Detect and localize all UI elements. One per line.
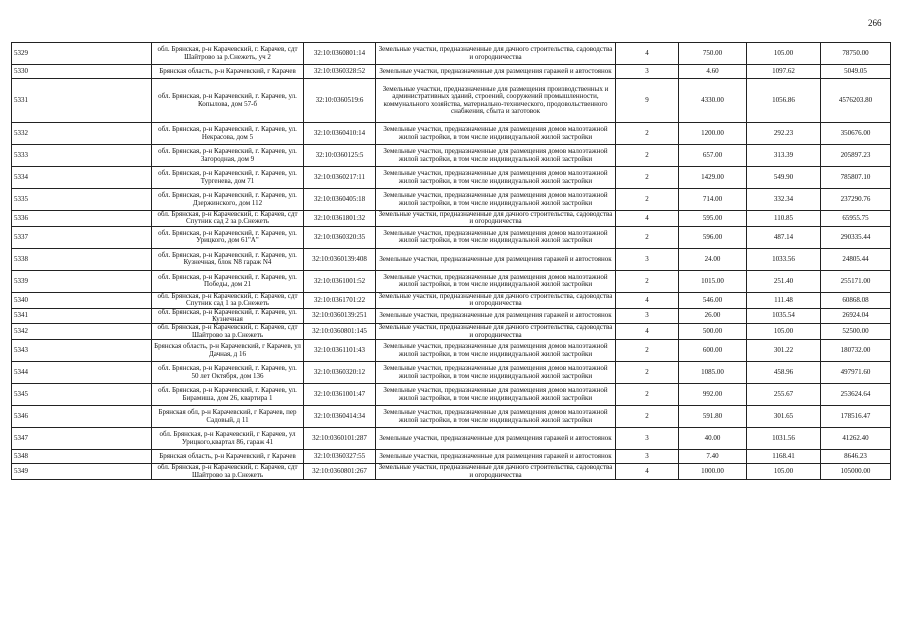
cadastral-number-cell: 32:10:0360139:408 <box>304 248 376 270</box>
table-row <box>12 43 891 65</box>
area-cell: 591.80 <box>679 406 747 428</box>
record-number: 5345 <box>12 384 152 406</box>
specific-value-cell: 487.14 <box>747 226 821 248</box>
table-row <box>12 464 891 480</box>
land-use-cell: Земельные участки, предназначенные для размещения гаражей и автостоянок <box>376 308 616 324</box>
record-number: 5332 <box>12 123 152 145</box>
cadastral-number-cell: 32:10:0360125:5 <box>304 145 376 167</box>
area-cell: 600.00 <box>679 340 747 362</box>
cadastral-number-cell: 32:10:0360414:34 <box>304 406 376 428</box>
area-cell: 24.00 <box>679 248 747 270</box>
land-use-cell: Земельные участки, предназначенные для размещения гаражей и автостоянок <box>376 248 616 270</box>
table-row <box>12 384 891 406</box>
address-cell: обл. Брянская, р-н Карачевский, г. Карачев, ул. Бирамиша, дом 26, квартира 1 <box>152 384 304 406</box>
area-cell: 1429.00 <box>679 167 747 189</box>
specific-value-cell: 549.90 <box>747 167 821 189</box>
category-cell: 4 <box>616 43 679 65</box>
area-cell: 546.00 <box>679 292 747 308</box>
record-number: 5331 <box>12 79 152 123</box>
table-row <box>12 79 891 123</box>
land-use-cell: Земельные участки, предназначенные для размещения домов малоэтажной жилой застройки, в том числе индивидуальной жилой застройки <box>376 123 616 145</box>
land-use-cell: Земельные участки, предназначенные для размещения производственных и административных зданий, строений, сооружений промышленности, коммунального хозяйства, материально-технического, продовольственного снабжения, сбыта и заготовок <box>376 79 616 123</box>
cadastral-value-cell: 255171.00 <box>821 270 891 292</box>
record-number: 5337 <box>12 226 152 248</box>
land-use-cell: Земельные участки, предназначенные для дачного строительства, садоводства и огородничества <box>376 43 616 65</box>
record-number: 5348 <box>12 450 152 464</box>
cadastral-value-cell: 65955.75 <box>821 211 891 227</box>
cadastral-number-cell: 32:10:0360320:12 <box>304 362 376 384</box>
cadastral-value-cell: 350676.00 <box>821 123 891 145</box>
cadastral-number-cell: 32:10:0360801:267 <box>304 464 376 480</box>
category-cell: 2 <box>616 189 679 211</box>
specific-value-cell: 111.48 <box>747 292 821 308</box>
cadastral-number-cell: 32:10:0360519:6 <box>304 79 376 123</box>
land-use-cell: Земельные участки, предназначенные для размещения домов малоэтажной жилой застройки, в том числе индивидуальной жилой застройки <box>376 362 616 384</box>
category-cell: 2 <box>616 362 679 384</box>
land-use-cell: Земельные участки, предназначенные для размещения домов малоэтажной жилой застройки, в том числе индивидуальной жилой застройки <box>376 406 616 428</box>
address-cell: обл. Брянская, р-н Карачевский, г Карачев, ул Урицкого,квартал 86, гараж 41 <box>152 428 304 450</box>
category-cell: 4 <box>616 464 679 480</box>
cadastral-value-cell: 24805.44 <box>821 248 891 270</box>
record-number: 5336 <box>12 211 152 227</box>
specific-value-cell: 301.65 <box>747 406 821 428</box>
record-number: 5333 <box>12 145 152 167</box>
record-number: 5330 <box>12 65 152 79</box>
record-number: 5338 <box>12 248 152 270</box>
land-use-cell: Земельные участки, предназначенные для размещения домов малоэтажной жилой застройки, в том числе индивидуальной жилой застройки <box>376 226 616 248</box>
record-number: 5344 <box>12 362 152 384</box>
address-cell: обл. Брянская, р-н Карачевский, г. Карачев, ул. Некрасова, дом 5 <box>152 123 304 145</box>
category-cell: 3 <box>616 308 679 324</box>
record-number: 5347 <box>12 428 152 450</box>
cadastral-value-cell: 41262.40 <box>821 428 891 450</box>
address-cell: обл. Брянская, р-н Карачевский, г. Карачев, ул. Победы, дом 21 <box>152 270 304 292</box>
address-cell: Брянская область, р-н Карачевский, г Карачев, ул Дачная, д 16 <box>152 340 304 362</box>
address-cell: обл. Брянская, р-н Карачевский, г. Карачев, ул. Дзержинского, дом 112 <box>152 189 304 211</box>
table-row <box>12 450 891 464</box>
category-cell: 4 <box>616 292 679 308</box>
cadastral-value-cell: 497971.60 <box>821 362 891 384</box>
cadastral-value-cell: 60868.08 <box>821 292 891 308</box>
table-row <box>12 189 891 211</box>
record-number: 5340 <box>12 292 152 308</box>
area-cell: 4.60 <box>679 65 747 79</box>
table-row <box>12 123 891 145</box>
area-cell: 500.00 <box>679 324 747 340</box>
table-row <box>12 406 891 428</box>
area-cell: 595.00 <box>679 211 747 227</box>
cadastral-number-cell: 32:10:0361001:52 <box>304 270 376 292</box>
land-use-cell: Земельные участки, предназначенные для размещения домов малоэтажной жилой застройки, в том числе индивидуальной жилой застройки <box>376 270 616 292</box>
specific-value-cell: 110.85 <box>747 211 821 227</box>
cadastral-value-cell: 105000.00 <box>821 464 891 480</box>
category-cell: 4 <box>616 211 679 227</box>
category-cell: 3 <box>616 65 679 79</box>
area-cell: 992.00 <box>679 384 747 406</box>
record-number: 5342 <box>12 324 152 340</box>
address-cell: обл. Брянская, р-н Карачевский, г. Карачев, сдт Спутник сад 2 за р.Снежеть <box>152 211 304 227</box>
cadastral-value-cell: 5049.05 <box>821 65 891 79</box>
record-number: 5339 <box>12 270 152 292</box>
cadastral-value-cell: 237290.76 <box>821 189 891 211</box>
table-row <box>12 226 891 248</box>
specific-value-cell: 1097.62 <box>747 65 821 79</box>
specific-value-cell: 332.34 <box>747 189 821 211</box>
land-use-cell: Земельные участки, предназначенные для дачного строительства, садоводства и огородничества <box>376 211 616 227</box>
address-cell: обл. Брянская, р-н Карачевский, г. Карачев, ул. Кузнечная, блок N8 гараж N4 <box>152 248 304 270</box>
address-cell: обл. Брянская, р-н Карачевский, г. Карачев, ул. Загородная, дом 9 <box>152 145 304 167</box>
address-cell: обл. Брянская, р-н Карачевский, г. Карачев, ул. Тургенева, дом 71 <box>152 167 304 189</box>
table-row <box>12 65 891 79</box>
area-cell: 1200.00 <box>679 123 747 145</box>
table-row <box>12 362 891 384</box>
table-row <box>12 340 891 362</box>
specific-value-cell: 105.00 <box>747 464 821 480</box>
land-use-cell: Земельные участки, предназначенные для размещения домов малоэтажной жилой застройки, в том числе индивидуальной жилой застройки <box>376 340 616 362</box>
cadastral-value-cell: 205897.23 <box>821 145 891 167</box>
land-use-cell: Земельные участки, предназначенные для дачного строительства, садоводства и огородничества <box>376 324 616 340</box>
category-cell: 2 <box>616 384 679 406</box>
land-use-cell: Земельные участки, предназначенные для размещения гаражей и автостоянок <box>376 428 616 450</box>
cadastral-value-cell: 785807.10 <box>821 167 891 189</box>
area-cell: 714.00 <box>679 189 747 211</box>
category-cell: 9 <box>616 79 679 123</box>
address-cell: Брянская область, р-н Карачевский, г Карачев <box>152 65 304 79</box>
address-cell: обл. Брянская, р-н Карачевский, г. Карачев, сдт Спутник сад 1 за р.Снежеть <box>152 292 304 308</box>
cadastral-number-cell: 32:10:0360328:52 <box>304 65 376 79</box>
area-cell: 750.00 <box>679 43 747 65</box>
area-cell: 1015.00 <box>679 270 747 292</box>
cadastral-number-cell: 32:10:0360217:11 <box>304 167 376 189</box>
area-cell: 1000.00 <box>679 464 747 480</box>
land-use-cell: Земельные участки, предназначенные для размещения домов малоэтажной жилой застройки, в том числе индивидуальной жилой застройки <box>376 145 616 167</box>
specific-value-cell: 251.40 <box>747 270 821 292</box>
record-number: 5346 <box>12 406 152 428</box>
land-use-cell: Земельные участки, предназначенные для размещения домов малоэтажной жилой застройки, в том числе индивидуальной жилой застройки <box>376 384 616 406</box>
specific-value-cell: 1168.41 <box>747 450 821 464</box>
record-number: 5329 <box>12 43 152 65</box>
table-row <box>12 270 891 292</box>
category-cell: 2 <box>616 270 679 292</box>
page-number: 266 <box>868 18 882 28</box>
category-cell: 2 <box>616 145 679 167</box>
cadastral-number-cell: 32:10:0360801:14 <box>304 43 376 65</box>
cadastral-value-cell: 26924.04 <box>821 308 891 324</box>
table-row <box>12 324 891 340</box>
record-number: 5341 <box>12 308 152 324</box>
cadastral-number-cell: 32:10:0361801:32 <box>304 211 376 227</box>
specific-value-cell: 1031.56 <box>747 428 821 450</box>
land-use-cell: Земельные участки, предназначенные для дачного строительства, садоводства и огородничества <box>376 464 616 480</box>
cadastral-value-cell: 8646.23 <box>821 450 891 464</box>
cadastral-value-cell: 78750.00 <box>821 43 891 65</box>
category-cell: 4 <box>616 324 679 340</box>
cadastral-number-cell: 32:10:0361101:43 <box>304 340 376 362</box>
record-number: 5349 <box>12 464 152 480</box>
area-cell: 596.00 <box>679 226 747 248</box>
table-row <box>12 211 891 227</box>
address-cell: обл. Брянская, р-н Карачевский, г. Карачев, сдт Шайтрово за р.Снежеть, уч 2 <box>152 43 304 65</box>
cadastral-value-cell: 4576203.80 <box>821 79 891 123</box>
specific-value-cell: 301.22 <box>747 340 821 362</box>
cadastral-number-cell: 32:10:0360801:145 <box>304 324 376 340</box>
cadastral-number-cell: 32:10:0360320:35 <box>304 226 376 248</box>
address-cell: обл. Брянская, р-н Карачевский, г. Карачев, ул. Урицкого, дом 61"А" <box>152 226 304 248</box>
address-cell: обл. Брянская, р-н Карачевский, г. Карачев, ул. Копылова, дом 57-б <box>152 79 304 123</box>
specific-value-cell: 292.23 <box>747 123 821 145</box>
table-row <box>12 428 891 450</box>
record-number: 5335 <box>12 189 152 211</box>
specific-value-cell: 458.96 <box>747 362 821 384</box>
cadastral-number-cell: 32:10:0360101:287 <box>304 428 376 450</box>
cadastral-value-cell: 178516.47 <box>821 406 891 428</box>
cadastral-value-cell: 52500.00 <box>821 324 891 340</box>
specific-value-cell: 105.00 <box>747 43 821 65</box>
cadastral-number-cell: 32:10:0360327:55 <box>304 450 376 464</box>
land-use-cell: Земельные участки, предназначенные для размещения домов малоэтажной жилой застройки, в том числе индивидуальной жилой застройки <box>376 189 616 211</box>
address-cell: обл. Брянская, р-н Карачевский, г. Карачев, ул. Кузнечная <box>152 308 304 324</box>
category-cell: 2 <box>616 226 679 248</box>
specific-value-cell: 255.67 <box>747 384 821 406</box>
area-cell: 40.00 <box>679 428 747 450</box>
address-cell: Брянская обл, р-н Карачевский, г Карачев, пер Садовый, д 11 <box>152 406 304 428</box>
cadastral-value-cell: 253624.64 <box>821 384 891 406</box>
area-cell: 657.00 <box>679 145 747 167</box>
land-registry-table <box>11 42 891 480</box>
address-cell: обл. Брянская, р-н Карачевский, г. Карачев, сдт Шайтрово за р.Снежеть <box>152 324 304 340</box>
land-use-cell: Земельные участки, предназначенные для размещения домов малоэтажной жилой застройки, в том числе индивидуальной жилой застройки <box>376 167 616 189</box>
category-cell: 2 <box>616 340 679 362</box>
record-number: 5334 <box>12 167 152 189</box>
cadastral-number-cell: 32:10:0361001:47 <box>304 384 376 406</box>
land-use-cell: Земельные участки, предназначенные для дачного строительства, садоводства и огородничества <box>376 292 616 308</box>
specific-value-cell: 1035.54 <box>747 308 821 324</box>
table-row <box>12 292 891 308</box>
cadastral-number-cell: 32:10:0360410:14 <box>304 123 376 145</box>
table-row <box>12 308 891 324</box>
cadastral-value-cell: 290335.44 <box>821 226 891 248</box>
address-cell: Брянская область, р-н Карачевский, г Карачев <box>152 450 304 464</box>
land-use-cell: Земельные участки, предназначенные для размещения гаражей и автостоянок <box>376 450 616 464</box>
area-cell: 4330.00 <box>679 79 747 123</box>
table-row <box>12 145 891 167</box>
cadastral-number-cell: 32:10:0360139:251 <box>304 308 376 324</box>
address-cell: обл. Брянская, р-н Карачевский, г. Карачев, сдт Шайтрово за р.Снежеть <box>152 464 304 480</box>
category-cell: 2 <box>616 167 679 189</box>
land-use-cell: Земельные участки, предназначенные для размещения гаражей и автостоянок <box>376 65 616 79</box>
category-cell: 3 <box>616 248 679 270</box>
cadastral-number-cell: 32:10:0360405:18 <box>304 189 376 211</box>
table-row <box>12 248 891 270</box>
table-row <box>12 167 891 189</box>
cadastral-value-cell: 180732.00 <box>821 340 891 362</box>
category-cell: 3 <box>616 450 679 464</box>
category-cell: 3 <box>616 428 679 450</box>
specific-value-cell: 105.00 <box>747 324 821 340</box>
record-number: 5343 <box>12 340 152 362</box>
area-cell: 26.00 <box>679 308 747 324</box>
cadastral-number-cell: 32:10:0361701:22 <box>304 292 376 308</box>
specific-value-cell: 1033.56 <box>747 248 821 270</box>
area-cell: 7.40 <box>679 450 747 464</box>
category-cell: 2 <box>616 123 679 145</box>
address-cell: обл. Брянская, р-н Карачевский, г. Карачев, ул. 50 лет Октября, дом 136 <box>152 362 304 384</box>
specific-value-cell: 1056.86 <box>747 79 821 123</box>
specific-value-cell: 313.39 <box>747 145 821 167</box>
area-cell: 1085.00 <box>679 362 747 384</box>
category-cell: 2 <box>616 406 679 428</box>
